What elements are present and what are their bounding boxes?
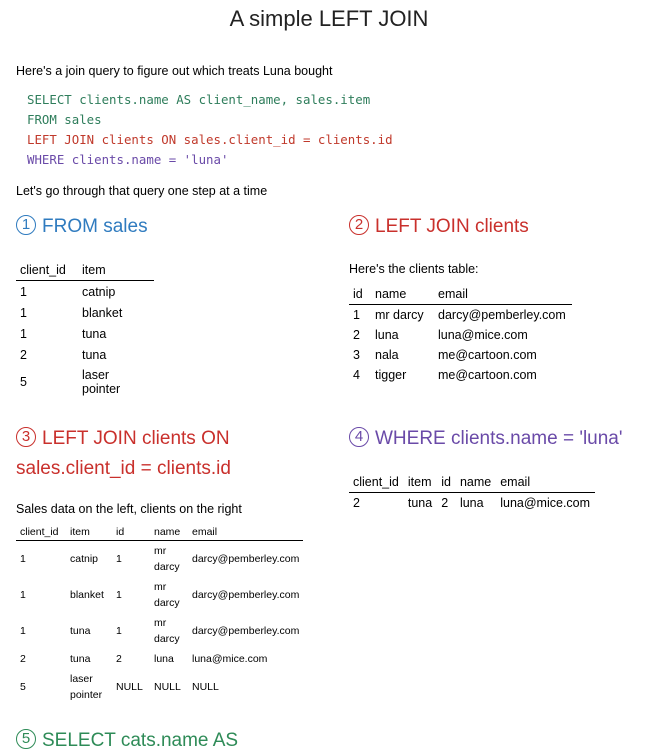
table-row — [349, 305, 572, 326]
step-1-heading — [16, 212, 148, 242]
step-2-number-badge: 2 — [349, 215, 369, 235]
table-cell: nala — [375, 348, 399, 362]
table-row — [349, 345, 572, 365]
step-3-heading — [16, 424, 230, 454]
table-cell: laser pointer — [70, 673, 103, 701]
column-header: item — [66, 524, 112, 541]
column-header: id — [437, 472, 456, 493]
table-cell: me@cartoon.com — [438, 348, 537, 362]
step-4-number-badge: 4 — [349, 427, 369, 447]
column-header: name — [456, 472, 496, 493]
step-5-title: SELECT cats.name AS — [42, 730, 239, 751]
table-cell: blanket — [82, 305, 123, 320]
table-cell: luna — [375, 328, 399, 342]
step-intro-text: Let's go through that query one step at a time — [16, 184, 268, 198]
table-cell: 1 — [20, 625, 26, 637]
table-cell: 1 — [116, 589, 122, 601]
code-line-where: WHERE clients.name = 'luna' — [27, 152, 229, 167]
table-cell: luna@mice.com — [192, 653, 268, 665]
table-cell: tuna — [82, 326, 107, 341]
step-3-title-line2: sales.client_id = clients.id — [16, 458, 231, 479]
table-cell: 2 — [116, 653, 122, 665]
table-cell: NULL — [154, 681, 181, 693]
table-row — [349, 493, 595, 514]
table-cell: 1 — [20, 589, 26, 601]
table-cell: catnip — [82, 284, 116, 299]
table-row — [16, 344, 154, 365]
step-3-title-line1: LEFT JOIN clients ON — [42, 428, 230, 449]
table-cell: blanket — [70, 589, 104, 601]
step-4-title: WHERE clients.name = 'luna' — [375, 428, 623, 449]
table-cell: NULL — [116, 681, 143, 693]
table-cell: NULL — [192, 681, 219, 693]
step-3-heading-line2 — [16, 454, 231, 484]
page-title: A simple LEFT JOIN — [229, 6, 429, 31]
table-cell: luna — [459, 496, 484, 510]
column-header: name — [150, 524, 188, 541]
sql-code-block — [27, 90, 393, 170]
table-cell: catnip — [70, 553, 99, 565]
step-5-heading — [16, 726, 238, 755]
table-cell: 1 — [20, 305, 27, 320]
step-2-table — [349, 285, 572, 385]
table-cell: luna — [154, 653, 174, 665]
table-cell: darcy@pemberley.com — [192, 625, 300, 637]
table-row — [16, 649, 303, 669]
table-cell: mr darcy — [154, 617, 180, 645]
step-3-number-badge: 3 — [16, 427, 36, 447]
step-3-note: Sales data on the left, clients on the right — [16, 502, 242, 516]
column-header: client_id — [349, 472, 404, 493]
step-1-number-badge: 1 — [16, 215, 36, 235]
table-cell: 3 — [353, 348, 360, 362]
table-cell: darcy@pemberley.com — [438, 308, 566, 322]
column-header: email — [188, 524, 303, 541]
step-4-table — [349, 472, 595, 513]
table-row — [16, 669, 303, 705]
column-header: id — [112, 524, 150, 541]
column-header: item — [78, 260, 154, 281]
step-1-table — [16, 260, 154, 399]
table-cell: tuna — [70, 625, 91, 637]
table-row — [349, 365, 572, 385]
table-cell: 2 — [20, 347, 27, 362]
table-cell: luna@mice.com — [438, 328, 528, 342]
step-5-number-badge: 5 — [16, 729, 36, 749]
table-cell: mr darcy — [154, 545, 180, 573]
table-row — [16, 323, 154, 344]
table-row — [349, 325, 572, 345]
table-cell: tuna — [407, 496, 433, 510]
table-cell: 5 — [20, 681, 26, 693]
table-row — [16, 541, 303, 578]
column-header: email — [434, 285, 572, 305]
table-cell: laser pointer — [82, 368, 121, 396]
table-row — [16, 613, 303, 649]
table-cell: tuna — [70, 653, 91, 665]
table-cell: 2 — [353, 328, 360, 342]
step-2-heading — [349, 212, 529, 242]
table-cell: 2 — [441, 496, 449, 510]
step-2-title: LEFT JOIN clients — [375, 216, 529, 237]
table-row — [16, 302, 154, 323]
intro-text: Here's a join query to figure out which treats Luna bought — [16, 64, 333, 78]
table-cell: mr darcy — [375, 308, 424, 322]
table-row — [16, 281, 154, 303]
table-header-row — [16, 524, 303, 541]
step-1-title: FROM sales — [42, 216, 148, 237]
code-line-left-join: LEFT JOIN clients ON sales.client_id = clients.id — [27, 132, 393, 147]
table-cell: luna@mice.com — [500, 496, 591, 510]
table-cell: tigger — [375, 368, 407, 382]
table-header-row — [349, 285, 572, 305]
table-cell: 2 — [20, 653, 26, 665]
table-row — [16, 365, 154, 399]
step-4-heading — [349, 424, 623, 454]
code-line-select: SELECT clients.name AS client_name, sales.item — [27, 92, 371, 107]
column-header: client_id — [16, 260, 78, 281]
table-cell: 1 — [20, 553, 26, 565]
table-cell: 1 — [20, 326, 27, 341]
column-header: id — [349, 285, 371, 305]
table-cell: darcy@pemberley.com — [192, 589, 300, 601]
table-row — [16, 577, 303, 613]
table-cell: 1 — [116, 625, 122, 637]
code-line-from: FROM sales — [27, 112, 102, 127]
step-2-note: Here's the clients table: — [349, 262, 479, 276]
table-cell: tuna — [82, 347, 107, 362]
table-cell: 4 — [353, 368, 360, 382]
table-cell: mr darcy — [154, 581, 180, 609]
table-cell: darcy@pemberley.com — [192, 553, 300, 565]
column-header: client_id — [16, 524, 66, 541]
column-header: item — [404, 472, 437, 493]
table-cell: 1 — [353, 308, 360, 322]
table-header-row — [349, 472, 595, 493]
table-header-row — [16, 260, 154, 281]
table-cell: 1 — [116, 553, 122, 565]
step-3-table — [16, 524, 303, 705]
column-header: name — [371, 285, 434, 305]
table-cell: me@cartoon.com — [438, 368, 537, 382]
column-header: email — [496, 472, 595, 493]
table-cell: 5 — [20, 375, 27, 389]
table-cell: 1 — [20, 284, 27, 299]
table-cell: 2 — [353, 496, 360, 510]
